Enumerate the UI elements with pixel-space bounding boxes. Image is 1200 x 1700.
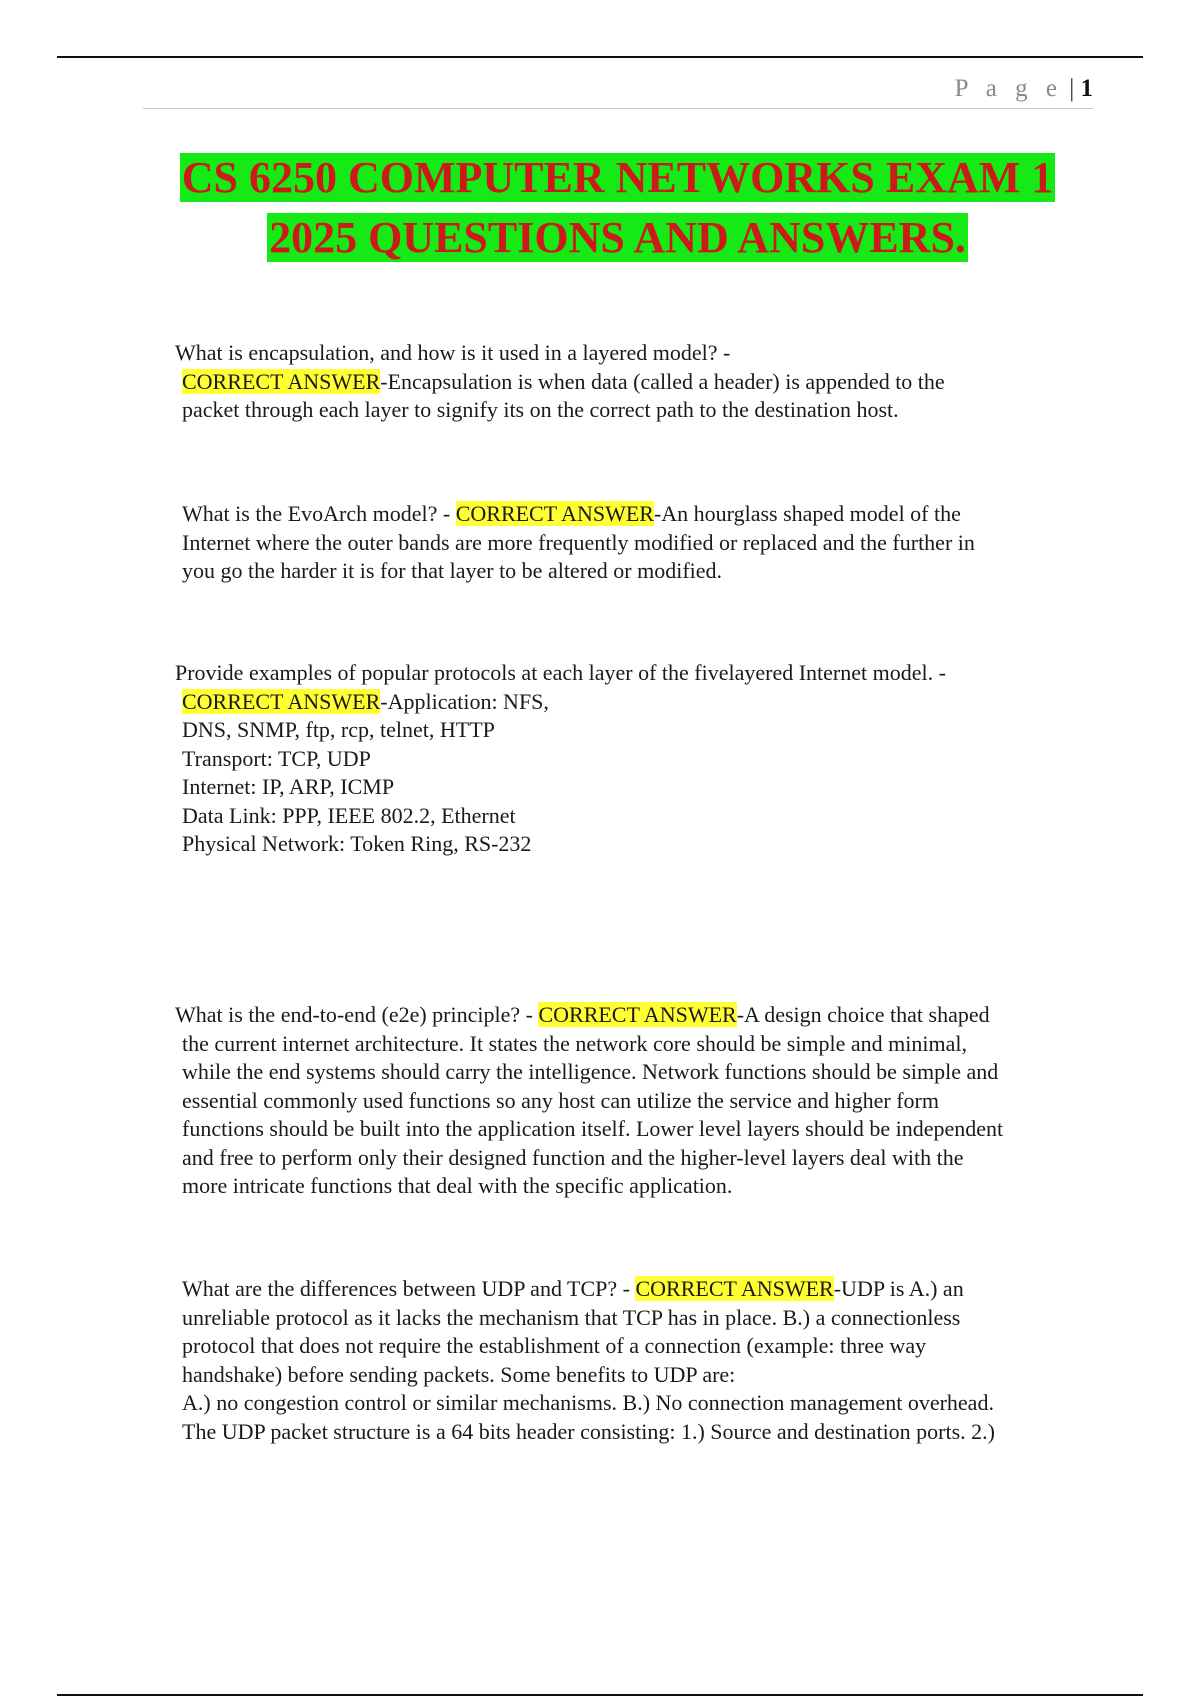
answer-line xyxy=(175,368,945,397)
answer-line: more intricate functions that deal with the specific application. xyxy=(182,1173,733,1198)
top-rule xyxy=(57,56,1143,58)
answer-line: Internet: IP, ARP, ICMP xyxy=(182,774,395,799)
answer-text: -An hourglass shaped model of the xyxy=(653,501,961,526)
title-line-2: 2025 QUESTIONS AND ANSWERS. xyxy=(269,213,966,262)
answer-line: handshake) before sending packets. Some benefits to UDP are: xyxy=(182,1361,736,1387)
question-text: What is the EvoArch model? - xyxy=(182,501,451,526)
document-title xyxy=(140,148,1095,268)
answer-text: -Encapsulation is when data (called a header) is appended to the xyxy=(380,368,945,394)
qa-item-udp-vs-tcp xyxy=(182,1275,995,1446)
answer-line: essential commonly used functions so any host can utilize the service and higher form xyxy=(182,1087,939,1113)
answer-line: Physical Network: Token Ring, RS-232 xyxy=(182,831,532,856)
question-line xyxy=(182,1275,995,1304)
page-separator: | xyxy=(1069,75,1075,102)
answer-text: -UDP is A.) an xyxy=(833,1276,964,1301)
correct-answer-tag: CORRECT ANSWER xyxy=(538,1002,737,1027)
answer-line: Transport: TCP, UDP xyxy=(182,745,371,771)
answer-line: protocol that does not require the establishment of a connection (example: three way xyxy=(182,1333,927,1358)
bottom-rule xyxy=(57,1694,1143,1696)
answer-line: packet through each layer to signify its on the correct path to the destination host. xyxy=(182,397,899,422)
question-text: What is encapsulation, and how is it used in a layered model? - xyxy=(175,340,731,365)
answer-line: DNS, SNMP, ftp, rcp, telnet, HTTP xyxy=(182,717,495,742)
correct-answer-tag: CORRECT ANSWER xyxy=(635,1276,834,1301)
qa-item-e2e-principle xyxy=(175,1001,1003,1201)
answer-line: unreliable protocol as it lacks the mechanism that TCP has in place. B.) a connectionless xyxy=(182,1304,961,1330)
answer-line: Internet where the outer bands are more frequently modified or replaced and the further in xyxy=(182,529,975,555)
qa-item-evoarch xyxy=(182,500,975,586)
page-header xyxy=(143,74,1093,109)
question-text: Provide examples of popular protocols at each layer of the fivelayered Internet model. - xyxy=(175,660,946,685)
answer-text: -Application: NFS, xyxy=(380,688,549,714)
answer-line xyxy=(175,688,946,717)
answer-line: and free to perform only their designed function and the higher-level layers deal with the xyxy=(182,1144,964,1170)
page-number: 1 xyxy=(1080,75,1093,102)
answer-line: A.) no congestion control or similar mechanisms. B.) No connection management overhead. xyxy=(182,1390,994,1415)
answer-line: while the end systems should carry the intelligence. Network functions should be simple and xyxy=(182,1059,999,1084)
question-line xyxy=(182,500,975,529)
title-line-1: CS 6250 COMPUTER NETWORKS EXAM 1 xyxy=(181,153,1054,202)
answer-line: The UDP packet structure is a 64 bits header consisting: 1.) Source and destination ports. 2.) xyxy=(182,1418,996,1444)
question-line xyxy=(175,1001,1003,1030)
qa-item-protocols xyxy=(175,659,946,859)
answer-line: the current internet architecture. It states the network core should be simple and minimal, xyxy=(182,1030,968,1056)
question-text: What are the differences between UDP and TCP? - xyxy=(182,1276,630,1301)
page-label: P a g e xyxy=(954,75,1063,102)
question-text: What is the end-to-end (e2e) principle? - xyxy=(175,1002,533,1027)
correct-answer-tag: CORRECT ANSWER xyxy=(455,501,654,526)
answer-line: Data Link: PPP, IEEE 802.2, Ethernet xyxy=(182,802,516,828)
answer-line: you go the harder it is for that layer to be altered or modified. xyxy=(182,558,723,583)
answer-line: functions should be built into the application itself. Lower level layers should be independent xyxy=(182,1116,1004,1141)
correct-answer-tag: CORRECT ANSWER xyxy=(182,688,381,714)
answer-text: -A design choice that shaped xyxy=(736,1002,990,1027)
qa-item-encapsulation xyxy=(175,339,945,425)
correct-answer-tag: CORRECT ANSWER xyxy=(182,368,381,394)
